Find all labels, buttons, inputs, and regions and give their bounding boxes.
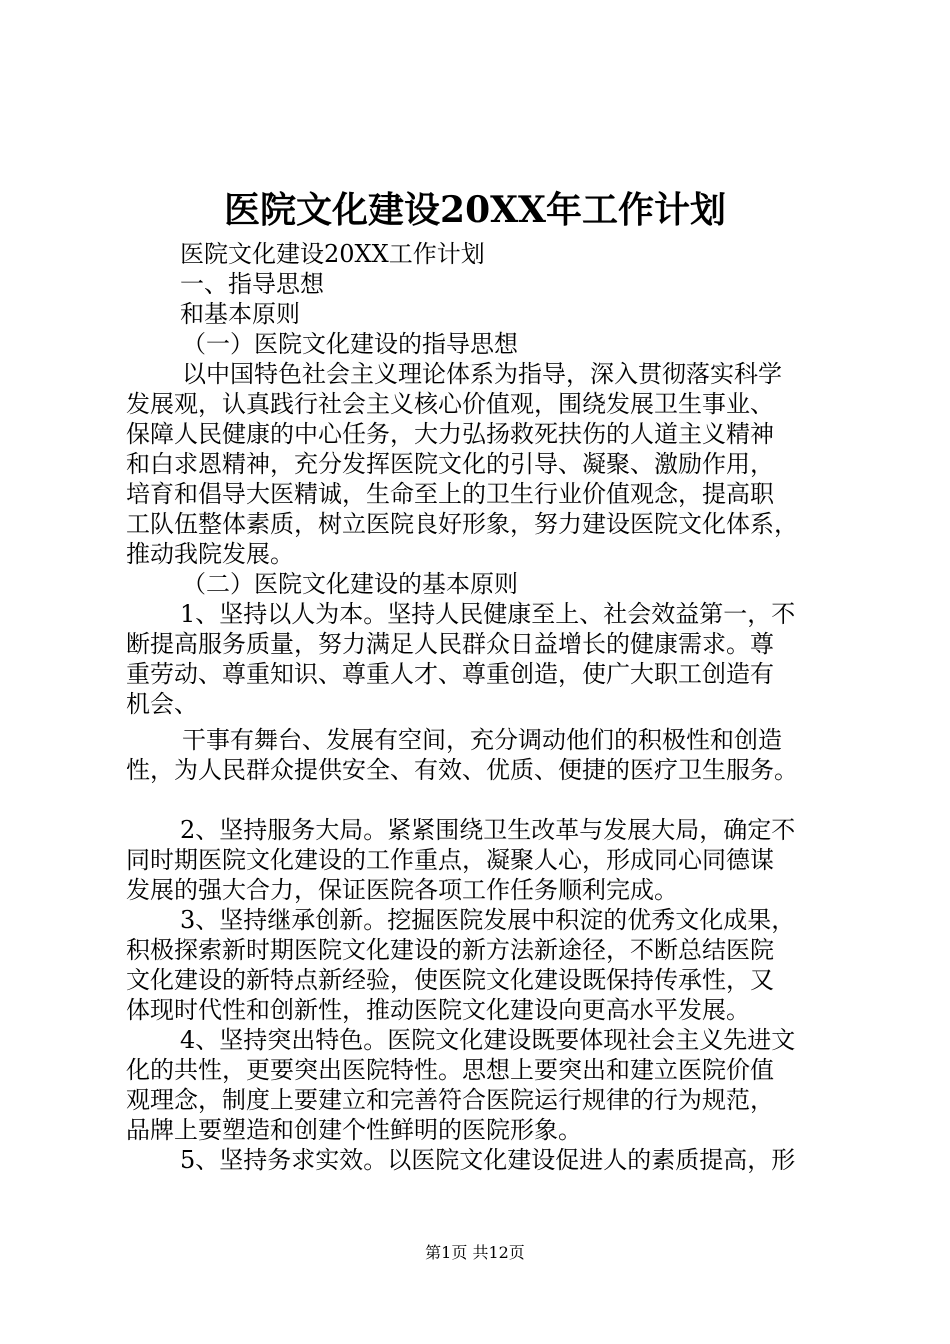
- body-line: 重劳动、尊重知识、尊重人才、尊重创造，使广大职工创造有: [126, 660, 774, 688]
- body-line: 医院文化建设20XX工作计划: [180, 240, 485, 268]
- section-heading: （一）医院文化建设的指导思想: [182, 330, 518, 358]
- body-line: 断提高服务质量，努力满足人民群众日益增长的健康需求。尊: [126, 630, 774, 658]
- body-line: 化的共性，更要突出医院特性。思想上要突出和建立医院价值: [126, 1056, 774, 1084]
- body-line: 体现时代性和创新性，推动医院文化建设向更高水平发展。: [126, 996, 750, 1024]
- body-line: 4、坚持突出特色。医院文化建设既要体现社会主义先进文: [180, 1026, 796, 1054]
- body-line: 和基本原则: [180, 300, 300, 328]
- document-title: 医院文化建设20XX年工作计划: [224, 189, 726, 231]
- body-line: 3、坚持继承创新。挖掘医院发展中积淀的优秀文化成果，: [180, 906, 796, 934]
- body-line: 积极探索新时期医院文化建设的新方法新途径，不断总结医院: [126, 936, 774, 964]
- section-heading: （二）医院文化建设的基本原则: [182, 570, 518, 598]
- body-line: 品牌上要塑造和创建个性鲜明的医院形象。: [126, 1116, 582, 1144]
- body-line: 性，为人民群众提供安全、有效、优质、便捷的医疗卫生服务。: [126, 756, 798, 784]
- body-line: 和白求恩精神，充分发挥医院文化的引导、凝聚、激励作用，: [126, 450, 774, 478]
- body-line: 一、指导思想: [180, 270, 324, 298]
- body-line: 同时期医院文化建设的工作重点，凝聚人心，形成同心同德谋: [126, 846, 774, 874]
- body-line: 保障人民健康的中心任务，大力弘扬救死扶伤的人道主义精神: [126, 420, 774, 448]
- body-line: 1、坚持以人为本。坚持人民健康至上、社会效益第一，不: [180, 600, 796, 628]
- body-line: 工队伍整体素质，树立医院良好形象，努力建设医院文化体系，: [126, 510, 798, 538]
- body-line: 干事有舞台、发展有空间，充分调动他们的积极性和创造: [182, 726, 782, 754]
- body-line: 发展的强大合力，保证医院各项工作任务顺利完成。: [126, 876, 678, 904]
- body-line: 推动我院发展。: [126, 540, 294, 568]
- body-line: 5、坚持务求实效。以医院文化建设促进人的素质提高，形: [180, 1146, 796, 1174]
- body-line: 文化建设的新特点新经验，使医院文化建设既保持传承性，又: [126, 966, 774, 994]
- body-line: 以中国特色社会主义理论体系为指导，深入贯彻落实科学: [182, 360, 782, 388]
- body-line: 观理念，制度上要建立和完善符合医院运行规律的行为规范，: [126, 1086, 774, 1114]
- body-line: 机会、: [126, 690, 198, 718]
- body-line: 2、坚持服务大局。紧紧围绕卫生改革与发展大局，确定不: [180, 816, 796, 844]
- page-number: 第1页 共12页: [425, 1243, 525, 1262]
- body-line: 发展观，认真践行社会主义核心价值观，围绕发展卫生事业、: [126, 390, 774, 418]
- body-line: 培育和倡导大医精诚，生命至上的卫生行业价值观念，提高职: [126, 480, 774, 508]
